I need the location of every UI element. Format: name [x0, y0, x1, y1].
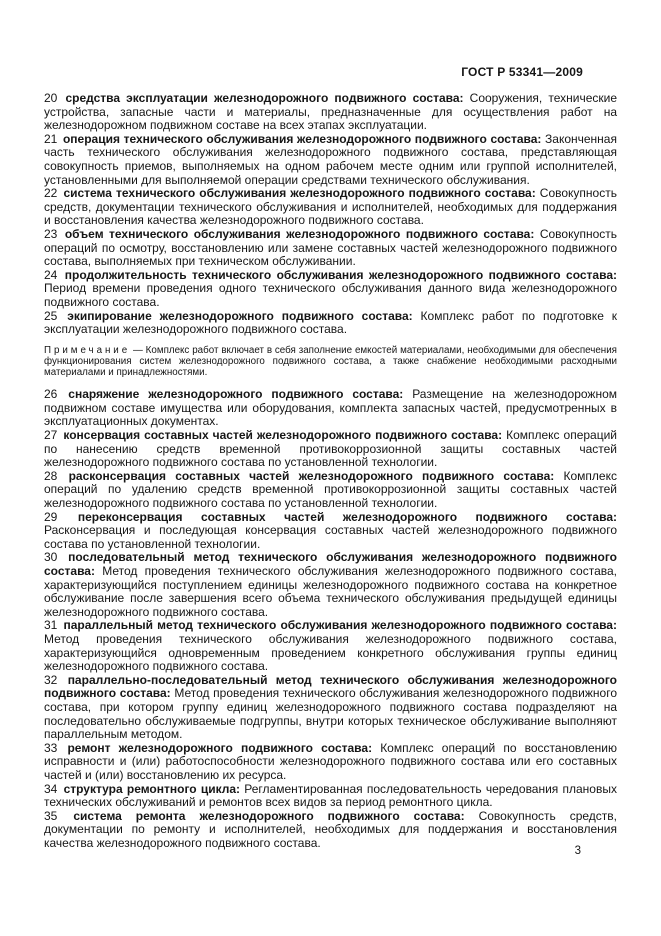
term-name: параллельно-последовательный метод технического обслуживания железнодорожного подвижного состава: — [44, 672, 618, 701]
term-item — [44, 269, 617, 310]
term-item — [44, 470, 617, 511]
term-number: 32 — [44, 672, 58, 687]
term-item — [44, 810, 617, 851]
note-label: Примечание — [44, 344, 131, 356]
term-item — [44, 187, 617, 228]
note-text: — Комплекс работ включает в себя заполнение емкостей материалами, необходимыми для обеспечения функционирования систем железнодорожного подвижного состава, а также снабжение необходимыми расходными материалами и принадлежностями. — [44, 344, 617, 379]
term-item — [44, 783, 617, 810]
term-number: 29 — [44, 509, 58, 524]
term-number: 21 — [44, 131, 58, 146]
term-number: 25 — [44, 308, 58, 323]
term-definition: Комплекс операций по восстановлению исправности и (или) работоспособности железнодорожного подвижного состава или его составных частей и (или) восстановлению их ресурса. — [44, 740, 617, 782]
term-number: 23 — [44, 226, 58, 241]
term-item — [44, 310, 617, 337]
page-number: 3 — [574, 845, 581, 857]
term-name: переконсервация составных частей железнодорожного подвижного состава: — [77, 509, 617, 524]
term-name: структура ремонтного цикла: — [63, 781, 241, 796]
term-definition: Комплекс работ по подготовке к эксплуатации железнодорожного подвижного состава. — [44, 308, 618, 337]
term-item — [44, 511, 617, 552]
term-definition: Совокупность средств, документации по ремонту и исполнителей, необходимых для поддержания и восстановления качества железнодорожного подвижного состава. — [44, 808, 618, 850]
term-definition: Сооружения, технические устройства, запасные части и материалы, предназначенные для осуществления работ на железнодорожном подвижном составе на всех этапах эксплуатации. — [44, 91, 617, 133]
term-item — [44, 619, 617, 673]
term-number: 30 — [44, 550, 58, 565]
term-number: 26 — [44, 387, 58, 402]
term-name: расконсервация составных частей железнодорожного подвижного состава: — [68, 468, 555, 483]
term-number: 31 — [44, 618, 58, 633]
term-definition: Размещение на железнодорожном подвижном составе имущества или оборудования, комплекта запасных частей, предусмотренных в эксплуатационных документах. — [44, 387, 617, 429]
term-name: операция технического обслуживания железнодорожного подвижного состава: — [62, 131, 542, 146]
term-number: 22 — [44, 186, 58, 201]
terms-list — [44, 92, 617, 850]
term-definition: Регламентированная последовательность чередования плановых технических обслуживаний и ремонтов всех видов за период ремонтного цикла. — [44, 781, 617, 810]
term-item — [44, 388, 617, 429]
note — [44, 345, 617, 379]
term-name: объем технического обслуживания железнодорожного подвижного состава: — [64, 226, 535, 241]
term-definition: Законченная часть технического обслуживания железнодорожного подвижного состава, представляющая совокупность приемов, выполняемых на одном рабочем месте одним или группой исполнителей, установленными для выполняемой операции средствами технического обслуживания. — [44, 131, 617, 187]
term-number: 35 — [44, 808, 58, 823]
term-definition: Метод проведения технического обслуживания железнодорожного подвижного состава, при котором группу единиц железнодорожного подвижного состава подразделяют на последовательно обслуживаемые подгруппы, внутри которых техническое обслуживание выполняют параллельным методом. — [44, 686, 617, 742]
term-item — [44, 429, 617, 470]
term-definition: Метод проведения технического обслуживания железнодорожного подвижного состава, характеризующийся поступлением единицы железнодорожного подвижного состава на конкретное обслуживание после завершения всего объема технического обслуживания предыдущей единицы железнодорожного подвижного состава. — [44, 564, 617, 619]
term-name: последовательный метод технического обслуживания железнодорожного подвижного состава: — [44, 550, 617, 579]
term-definition: Период времени проведения одного технического обслуживания данного вида железнодорожного подвижного состава. — [44, 281, 617, 309]
term-item — [44, 551, 617, 619]
term-definition: Комплекс операций по удалению средств временной противокоррозионной защиты составных частей железнодорожного подвижного состава по установленной технологии. — [44, 468, 617, 511]
term-name: снаряжение железнодорожного подвижного состава: — [68, 387, 404, 402]
term-definition: Комплекс операций по нанесению средств временной противокоррозионной защиты составных частей железнодорожного подвижного состава по установленной технологии. — [44, 428, 617, 470]
term-name: продолжительность технического обслуживания железнодорожного подвижного состава: — [64, 267, 617, 282]
term-number: 27 — [44, 428, 58, 443]
term-item — [44, 133, 617, 187]
term-name: средства эксплуатации железнодорожного подвижного состава: — [65, 91, 464, 105]
term-item — [44, 92, 617, 133]
term-item — [44, 742, 617, 783]
term-item — [44, 228, 617, 269]
standard-designation: ГОСТ Р 53341—2009 — [461, 65, 583, 79]
term-name: система технического обслуживания железнодорожного подвижного состава: — [63, 186, 536, 201]
term-number: 28 — [44, 468, 58, 483]
term-definition: Расконсервация и последующая консервация составных частей железнодорожного подвижного состава по установленной технологии. — [44, 523, 617, 551]
term-item — [44, 674, 617, 742]
term-number: 33 — [44, 740, 58, 755]
term-name: ремонт железнодорожного подвижного состава: — [67, 740, 373, 755]
term-definition: Совокупность операций по осмотру, восстановлению или замене составных частей железнодорожного подвижного состава, выполняемых при техническом обслуживании. — [44, 226, 618, 269]
term-name: экипирование железнодорожного подвижного состава: — [67, 308, 413, 323]
term-number: 20 — [44, 91, 58, 105]
term-number: 24 — [44, 267, 58, 282]
term-name: параллельный метод технического обслуживания железнодорожного подвижного состава: — [63, 618, 617, 633]
term-number: 34 — [44, 781, 58, 796]
term-name: система ремонта железнодорожного подвижного состава: — [73, 808, 465, 823]
term-definition: Метод проведения технического обслуживания железнодорожного подвижного состава, характеризующийся одновременным проведением конкретного обслуживания группы единиц железнодорожного подвижного состава. — [44, 631, 617, 674]
term-definition: Совокупность средств, документации технического обслуживания и исполнителей, необходимых для поддержания и восстановления качества железнодорожного подвижного состава. — [44, 186, 617, 228]
term-name: консервация составных частей железнодорожного подвижного состава: — [63, 428, 503, 443]
